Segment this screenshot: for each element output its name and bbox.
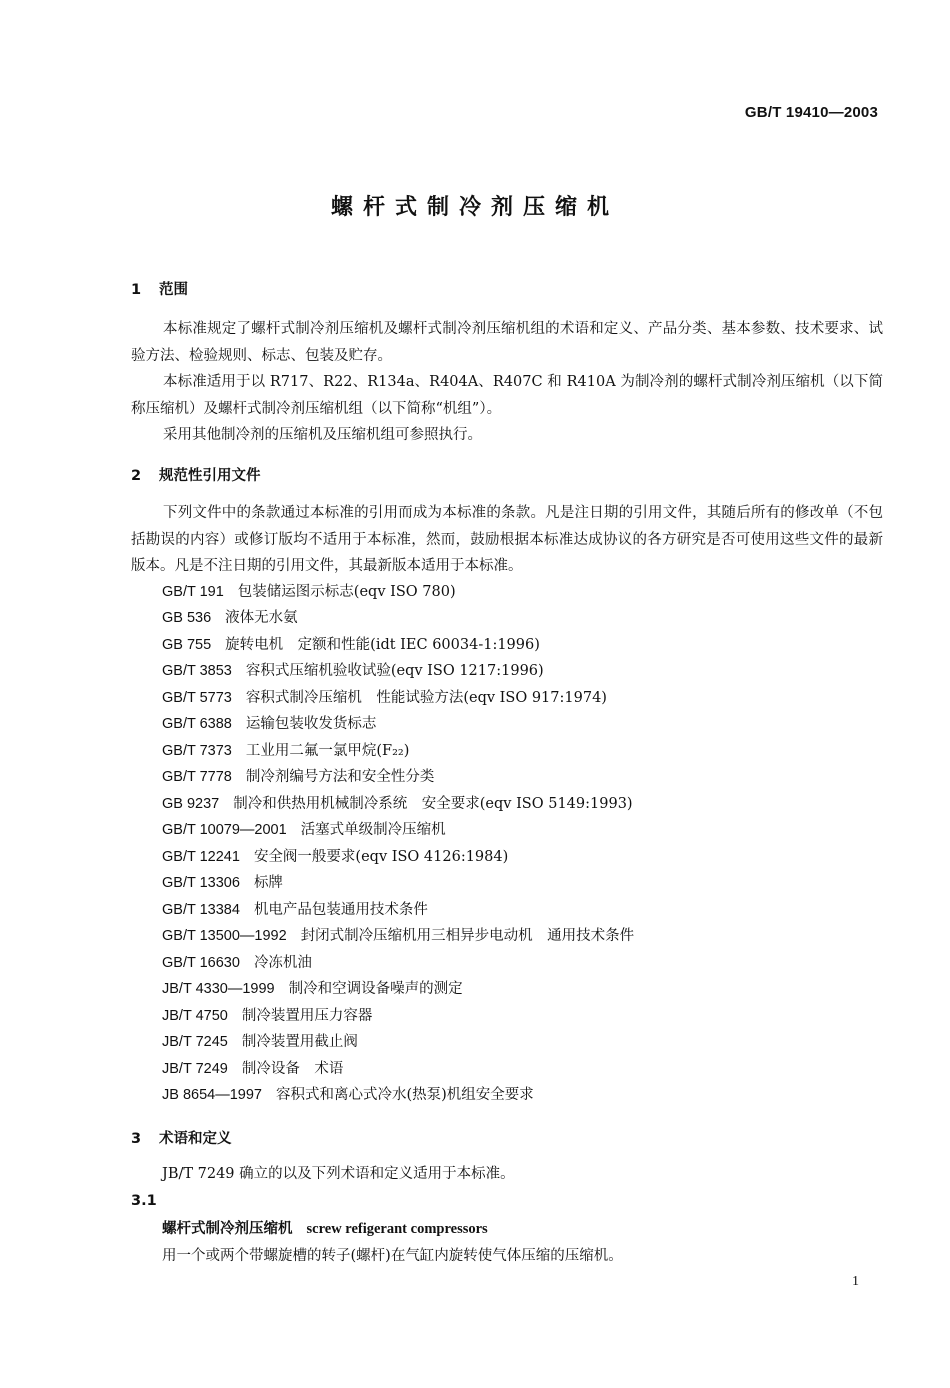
reference-code: GB/T 12241 [162,849,240,865]
section-1-paragraph-2: 本标准适用于以 R717、R22、R134a、R404A、R407C 和 R410A 为制冷剂的螺杆式制冷剂压缩机（以下简称压缩机）及螺杆式制冷剂压缩机组（以下简称“机组”）。 [131,374,883,417]
reference-title: 制冷装置用压力容器 [241,1008,373,1024]
reference-item [162,582,456,602]
section-3-heading [131,1127,232,1148]
section-1-heading [131,278,188,299]
section-title: 范围 [159,282,188,298]
reference-code: GB/T 3853 [162,663,232,679]
reference-code: GB/T 5773 [162,690,232,706]
section-2-intro: 下列文件中的条款通过本标准的引用而成为本标准的条款。凡是注日期的引用文件，其随后所有的修改单（不包括勘误的内容）或修订版均不适用于本标准，然而，鼓励根据本标准达成协议的各方研究是否可使用这些文件的最新版本。凡是不注日期的引用文件，其最新版本适用于本标准。 [131,505,883,574]
standard-number: GB/T 19410—2003 [744,104,878,121]
reference-code: GB 755 [162,637,212,653]
reference-code: GB/T 13306 [162,875,240,891]
reference-code: GB 9237 [162,796,220,812]
term-definition: 用一个或两个带螺旋槽的转子(螺杆)在气缸内旋转使气体压缩的压缩机。 [162,1248,623,1264]
reference-item [162,714,376,734]
reference-item [162,847,508,867]
reference-title: 安全阀一般要求(eqv ISO 4126:1984) [253,849,509,865]
reference-title: 封闭式制冷压缩机用三相异步电动机 通用技术条件 [300,928,635,944]
reference-title: 制冷和供热用机械制冷系统 安全要求(eqv ISO 5149:1993) [233,796,633,812]
reference-code: GB/T 6388 [162,716,232,732]
reference-code: GB 536 [162,610,212,626]
section-3-intro: JB/T 7249 确立的以及下列术语和定义适用于本标准。 [162,1166,515,1182]
reference-item [162,688,607,708]
reference-title: 标牌 [253,875,283,891]
reference-title: 机电产品包装通用技术条件 [253,902,428,918]
reference-item [162,1085,534,1105]
reference-code: GB/T 7778 [162,769,232,785]
reference-code: GB/T 16630 [162,955,240,971]
reference-code: JB/T 4750 [162,1008,228,1024]
reference-item [162,1006,372,1026]
reference-code: JB/T 4330—1999 [162,981,275,997]
reference-title: 包装储运图示标志(eqv ISO 780) [237,584,456,600]
term-entry [162,1219,488,1239]
reference-item [162,741,409,761]
reference-code: GB/T 7373 [162,743,232,759]
reference-title: 容积式压缩机验收试验(eqv ISO 1217:1996) [245,663,544,679]
reference-item [162,979,463,999]
section-1-paragraph-1: 本标准规定了螺杆式制冷剂压缩机及螺杆式制冷剂压缩机组的术语和定义、产品分类、基本参数、技术要求、试验方法、检验规则、标志、包装及贮存。 [131,321,883,364]
reference-title: 运输包装收发货标志 [245,716,377,732]
reference-item [162,820,446,840]
reference-title: 工业用二氟一氯甲烷(F₂₂) [245,743,410,759]
reference-item [162,1032,358,1052]
reference-title: 旋转电机 定额和性能(idt IEC 60034-1:1996) [225,637,540,653]
section-title: 规范性引用文件 [159,468,261,484]
reference-item [162,635,540,655]
subsection-number: 3.1 [131,1193,157,1209]
section-number: 1 [131,282,142,298]
reference-code: JB/T 7245 [162,1034,228,1050]
reference-code: GB/T 13500—1992 [162,928,287,944]
reference-title: 制冷剂编号方法和安全性分类 [245,769,435,785]
reference-item [162,1059,343,1079]
reference-title: 液体无水氨 [225,610,298,626]
reference-item [162,767,434,787]
reference-item [162,794,633,814]
reference-code: GB/T 13384 [162,902,240,918]
reference-title: 制冷装置用截止阀 [241,1034,358,1050]
section-1-paragraph-3: 采用其他制冷剂的压缩机及压缩机组可参照执行。 [163,427,482,443]
section-number: 3 [131,1131,142,1147]
term-chinese: 螺杆式制冷剂压缩机 [162,1221,293,1237]
reference-item [162,953,312,973]
term-english: screw refigerant compressors [306,1221,488,1237]
reference-code: JB 8654—1997 [162,1087,262,1103]
reference-title: 活塞式单级制冷压缩机 [300,822,446,838]
section-number: 2 [131,468,142,484]
reference-title: 冷冻机油 [253,955,312,971]
reference-item [162,608,298,628]
page-number: 1 [852,1274,859,1289]
reference-item [162,873,283,893]
reference-item [162,661,544,681]
reference-title: 制冷和空调设备噪声的测定 [288,981,463,997]
section-title: 术语和定义 [159,1131,232,1147]
reference-title: 容积式制冷压缩机 性能试验方法(eqv ISO 917:1974) [245,690,607,706]
reference-code: JB/T 7249 [162,1061,228,1077]
reference-item [162,900,428,920]
section-2-heading [131,464,261,485]
reference-title: 容积式和离心式冷水(热泵)机组安全要求 [275,1087,534,1103]
reference-code: GB/T 10079—2001 [162,822,287,838]
reference-item [162,926,634,946]
document-title: 螺杆式制冷剂压缩机 [330,195,619,220]
reference-code: GB/T 191 [162,584,224,600]
reference-title: 制冷设备 术语 [241,1061,344,1077]
